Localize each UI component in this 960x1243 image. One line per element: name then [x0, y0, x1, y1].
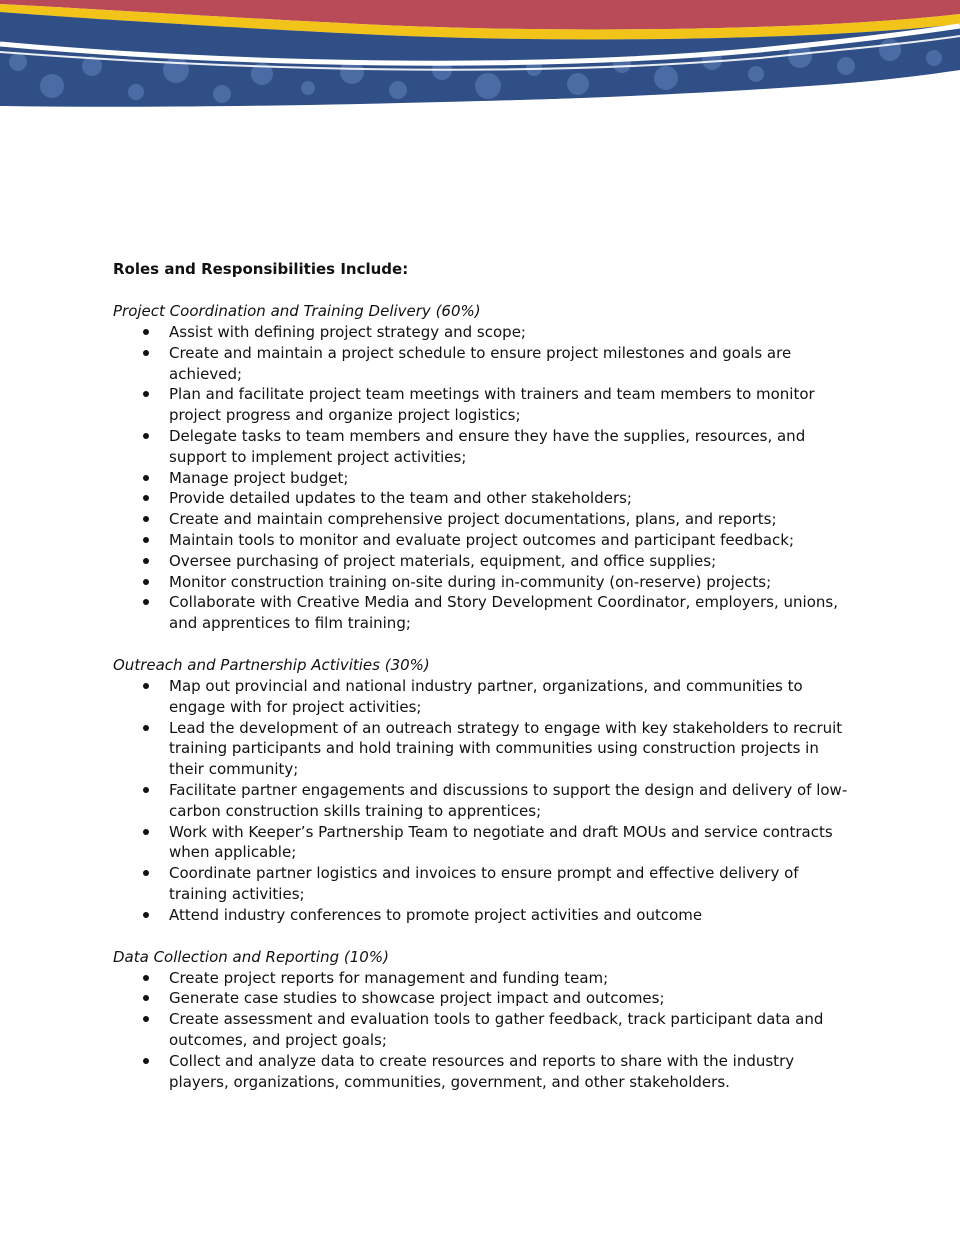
list-item: Assist with defining project strategy and scope; [113, 322, 848, 343]
list-item: Lead the development of an outreach strategy to engage with key stakeholders to recruit training participants and hold training with communities using construction projects in their community; [113, 718, 848, 780]
section-list [113, 301, 848, 1092]
list-item: Facilitate partner engagements and discussions to support the design and delivery of low-carbon construction skills training to apprentices; [113, 780, 848, 822]
list-item: Delegate tasks to team members and ensure they have the supplies, resources, and support to implement project activities; [113, 426, 848, 468]
document-heading: Roles and Responsibilities Include: [113, 260, 409, 278]
list-item: Maintain tools to monitor and evaluate project outcomes and participant feedback; [113, 530, 848, 551]
list-item: Coordinate partner logistics and invoices to ensure prompt and effective delivery of training activities; [113, 863, 848, 905]
list-item: Manage project budget; [113, 468, 848, 489]
list-item: Generate case studies to showcase project impact and outcomes; [113, 988, 848, 1009]
list-item: Collect and analyze data to create resources and reports to share with the industry players, organizations, communities, government, and other stakeholders. [113, 1051, 848, 1093]
list-item: Create and maintain comprehensive project documentations, plans, and reports; [113, 509, 848, 530]
bullet-list [113, 322, 848, 634]
list-item: Work with Keeper’s Partnership Team to negotiate and draft MOUs and service contracts when applicable; [113, 822, 848, 864]
list-item: Plan and facilitate project team meetings with trainers and team members to monitor project progress and organize project logistics; [113, 384, 848, 426]
list-item: Create and maintain a project schedule to ensure project milestones and goals are achieved; [113, 343, 848, 385]
list-item: Monitor construction training on-site during in-community (on-reserve) projects; [113, 572, 848, 593]
list-item: Create assessment and evaluation tools to gather feedback, track participant data and outcomes, and project goals; [113, 1009, 848, 1051]
document-body [113, 259, 848, 1113]
section-title: Outreach and Partnership Activities (30%) [113, 655, 430, 674]
bullet-list [113, 676, 848, 926]
list-item: Oversee purchasing of project materials, equipment, and office supplies; [113, 551, 848, 572]
list-item: Provide detailed updates to the team and other stakeholders; [113, 488, 848, 509]
list-item: Create project reports for management and funding team; [113, 968, 848, 989]
section-title: Project Coordination and Training Delivery (60%) [113, 302, 481, 320]
list-item: Map out provincial and national industry partner, organizations, and communities to engage with for project activities; [113, 676, 848, 718]
list-item: Collaborate with Creative Media and Story Development Coordinator, employers, unions, and apprentices to film training; [113, 592, 848, 634]
header-banner [0, 0, 960, 115]
section-title: Data Collection and Reporting (10%) [113, 947, 389, 966]
bullet-list [113, 968, 848, 1093]
list-item: Attend industry conferences to promote project activities and outcome [113, 905, 848, 926]
